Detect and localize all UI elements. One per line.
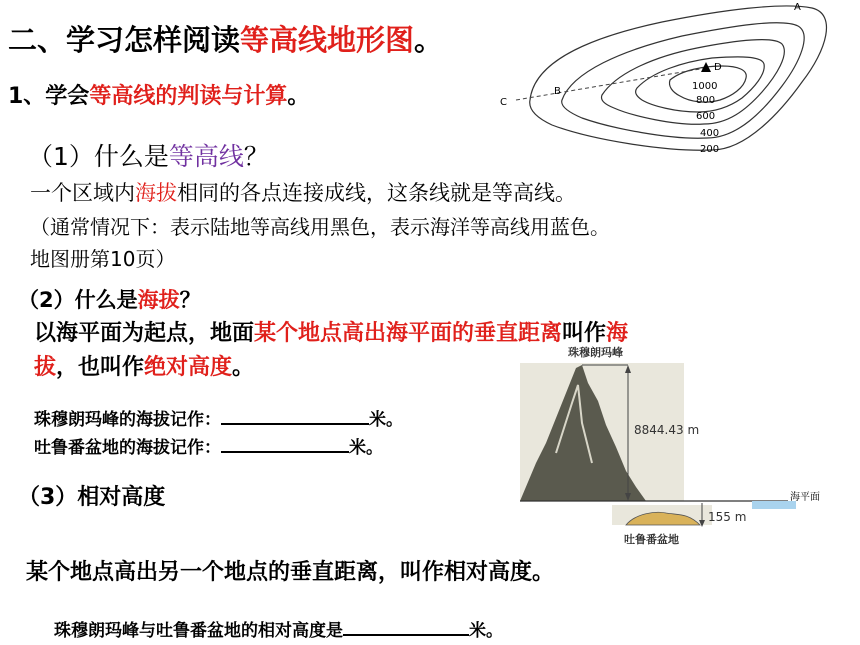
exercise2-answer-blank[interactable] bbox=[221, 434, 349, 453]
exercise3-unit: 米。 bbox=[469, 621, 503, 641]
contour-map bbox=[492, 0, 860, 160]
peak-label: 珠穆朗玛峰 bbox=[568, 346, 623, 359]
def2-line2-start: 拔 bbox=[34, 355, 57, 380]
point-b-label: B bbox=[554, 86, 561, 97]
def2-line1-suffix: 叫作 bbox=[562, 321, 607, 346]
def2-line1-end: 海 bbox=[606, 321, 629, 346]
exercise2-label: 吐鲁番盆地的海拔记作： bbox=[34, 438, 221, 458]
q1-prefix: （1）什么是 bbox=[28, 142, 169, 171]
subheading-highlight: 等高线的判读与计算 bbox=[89, 84, 288, 109]
definition-contour bbox=[30, 177, 576, 207]
subheading bbox=[8, 79, 309, 110]
note-line-2: 地图册第10页） bbox=[30, 247, 176, 271]
basin-depth-label: 155 m bbox=[708, 510, 747, 524]
heading-suffix: 。 bbox=[414, 23, 444, 57]
exercise3-label: 珠穆朗玛峰与吐鲁番盆地的相对高度是 bbox=[54, 621, 343, 641]
sea-level-label: 海平面 bbox=[790, 492, 820, 503]
altitude-profile-diagram bbox=[516, 343, 860, 553]
subheading-suffix: 。 bbox=[287, 84, 310, 109]
def2-line2-highlight: 绝对高度 bbox=[144, 355, 233, 380]
exercise1-label: 珠穆朗玛峰的海拔记作： bbox=[34, 410, 221, 430]
subheading-prefix: 1、学会 bbox=[8, 84, 90, 109]
level-400-label: 400 bbox=[700, 128, 720, 139]
q2-suffix: ？ bbox=[179, 288, 201, 312]
level-200-label: 200 bbox=[700, 144, 720, 155]
contour-200 bbox=[530, 6, 827, 150]
exercise-relative-height bbox=[54, 616, 503, 641]
def1-prefix: 一个区域内 bbox=[30, 181, 135, 205]
definition-relative-height: 某个地点高出另一个地点的垂直距离，叫作相对高度。 bbox=[26, 560, 555, 585]
peak-height-label: 8844.43 m bbox=[634, 423, 700, 437]
q1-suffix: ？ bbox=[243, 142, 269, 171]
def2-line1-prefix: 以海平面为起点，地面 bbox=[34, 321, 255, 346]
point-a-label: A bbox=[794, 2, 801, 13]
exercise-turpan bbox=[34, 433, 383, 458]
def2-line2-end: 。 bbox=[232, 355, 255, 380]
point-c-label: C bbox=[500, 97, 507, 108]
basin-label: 吐鲁番盆地 bbox=[624, 533, 679, 546]
exercise1-answer-blank[interactable] bbox=[221, 406, 369, 425]
note-line-1: （通常情况下：表示陆地等高线用黑色，表示海洋等高线用蓝色。 bbox=[30, 215, 610, 239]
exercise1-unit: 米。 bbox=[369, 410, 403, 430]
heading-prefix: 二、学习怎样阅读 bbox=[8, 23, 241, 57]
level-600-label: 600 bbox=[696, 111, 716, 122]
q2-highlight: 海拔 bbox=[137, 288, 180, 312]
def1-highlight: 海拔 bbox=[135, 181, 177, 205]
point-d-label: D bbox=[714, 62, 722, 73]
exercise3-answer-blank[interactable] bbox=[343, 617, 469, 636]
question-2 bbox=[18, 284, 201, 314]
exercise-everest bbox=[34, 405, 403, 430]
page-heading bbox=[8, 18, 443, 59]
q2-prefix: （2）什么是 bbox=[18, 288, 138, 312]
question-1 bbox=[28, 137, 269, 173]
question-3: （3）相对高度 bbox=[18, 485, 166, 510]
def2-line1-highlight: 某个地点高出海平面的垂直距离 bbox=[254, 321, 563, 346]
def2-line2-mid: ，也叫作 bbox=[56, 355, 145, 380]
level-1000-label: 1000 bbox=[692, 81, 718, 92]
heading-highlight: 等高线地形图 bbox=[240, 23, 415, 57]
def1-suffix: 相同的各点连接成线，这条线就是等高线。 bbox=[177, 181, 576, 205]
q1-highlight: 等高线 bbox=[168, 142, 244, 171]
exercise2-unit: 米。 bbox=[349, 438, 383, 458]
level-800-label: 800 bbox=[696, 95, 716, 106]
definition-altitude-line-2 bbox=[34, 350, 254, 381]
